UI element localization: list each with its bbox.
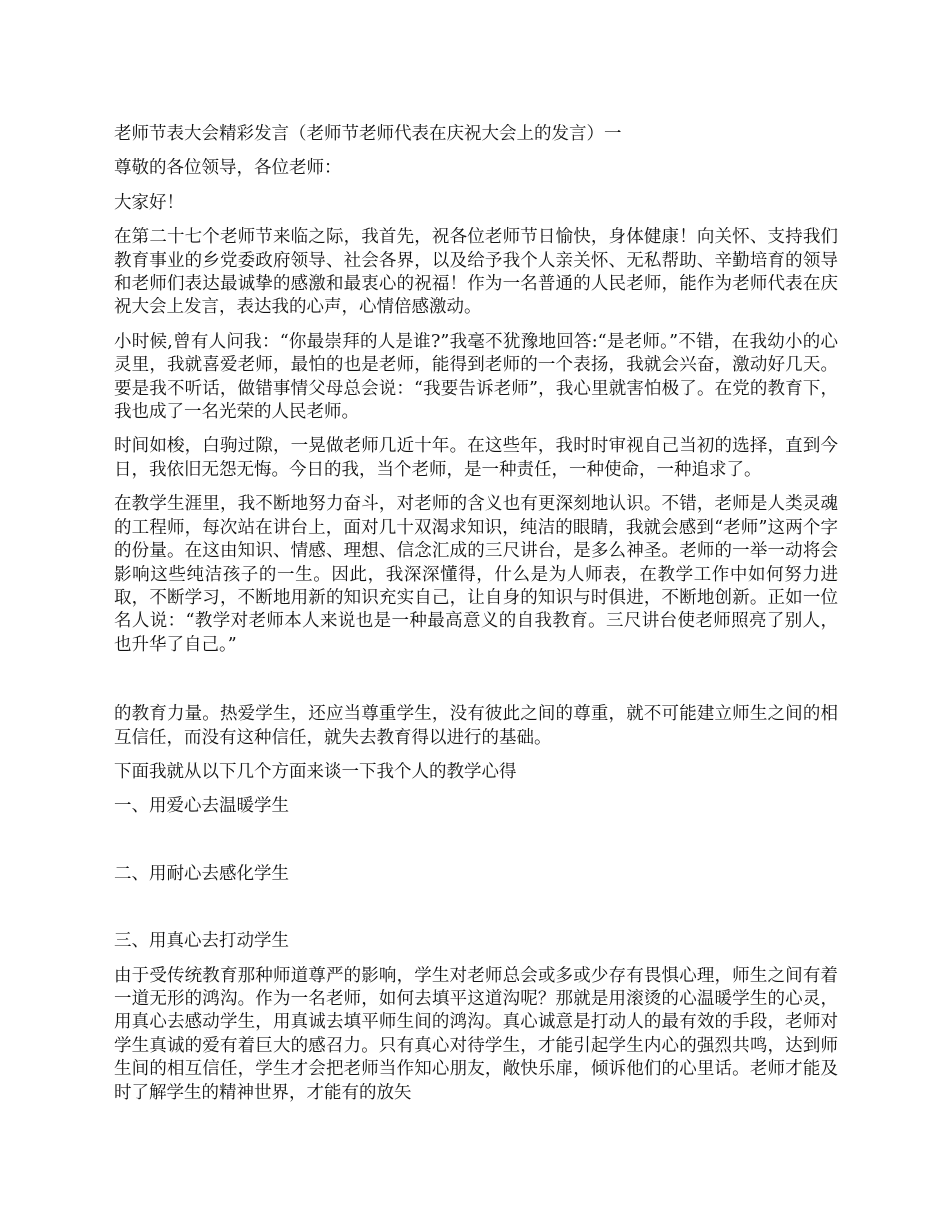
paragraph-intro-methods: 下面我就从以下几个方面来谈一下我个人的教学心得 (114, 761, 517, 782)
paragraph-childhood: 小时候,曾有人问我：“你最崇拜的人是谁?”我毫不犹豫地回答:“是老师。”不错，在我幼小的心灵里，我就喜爱老师，最怕的也是老师，能得到老师的一个表扬，我就会兴奋，激动好几天。要是我不听话，做错事情父母总会说：“我要告诉老师”，我心里就害怕极了。在党的教育下，我也成了一名光荣的人民老师。 (114, 331, 838, 423)
document-body (114, 123, 838, 1116)
paragraph-time: 时间如梭，白驹过隙，一晃做老师几近十年。在这些年，我时时审视自己当初的选择，直到今日，我依旧无怨无悔。今日的我，当个老师，是一种责任，一种使命，一种追求了。 (114, 436, 838, 480)
paragraph-closing: 由于受传统教育那种师道尊严的影响，学生对老师总会或多或少存有畏惧心理，师生之间有着一道无形的鸿沟。作为一名老师，如何去填平这道沟呢？那就是用滚烫的心温暖学生的心灵，用真心去感动学生，用真诚去填平师生间的鸿沟。真心诚意是打动人的最有效的手段，老师对学生真诚的爱有着巨大的感召力。只有真心对待学生，才能引起学生内心的强烈共鸣，达到师生间的相互信任，学生才会把老师当作知心朋友，敞快乐扉，倾诉他们的心里话。老师才能及时了解学生的精神世界，才能有的放矢 (114, 965, 838, 1103)
section-heading-love: 一、用爱心去温暖学生 (114, 796, 289, 817)
salutation: 尊敬的各位领导，各位老师： (114, 158, 342, 179)
section-heading-sincerity: 三、用真心去打动学生 (114, 931, 289, 952)
section-heading-patience: 二、用耐心去感化学生 (114, 863, 289, 884)
greeting: 大家好！ (114, 192, 184, 213)
paragraph-respect: 的教育力量。热爱学生，还应当尊重学生，没有彼此之间的尊重，就不可能建立师生之间的相互信任，而没有这种信任，就失去教育得以进行的基础。 (114, 704, 838, 748)
document-title: 老师节表大会精彩发言（老师节老师代表在庆祝大会上的发言）一 (114, 124, 622, 144)
paragraph-opening: 在第二十七个老师节来临之际，我首先，祝各位老师节日愉快，身体健康！向关怀、支持我们教育事业的乡党委政府领导、社会各界，以及给予我个人亲关怀、无私帮助、辛勤培育的领导和老师们表达最诚挚的感激和最衷心的祝福！作为一名普通的人民老师，能作为老师代表在庆祝大会上发言，表达我的心声，心情倍感激动。 (114, 227, 838, 318)
paragraph-teaching-career: 在教学生涯里，我不断地努力奋斗，对老师的含义也有更深刻地认识。不错，老师是人类灵魂的工程师，每次站在讲台上，面对几十双渴求知识，纯洁的眼睛，我就会感到“老师”这两个字的份量。在这由知识、情感、理想、信念汇成的三尺讲台，是多么神圣。老师的一举一动将会影响这些纯洁孩子的一生。因此，我深深懂得，什么是为人师表，在教学工作中如何努力进取，不断学习，不断地用新的知识充实自己，让自身的知识与时俱进，不断地创新。正如一位名人说：“教学对老师本人来说也是一种最高意义的自我教育。三尺讲台使老师照亮了别人，也升华了自己。” (114, 494, 838, 655)
